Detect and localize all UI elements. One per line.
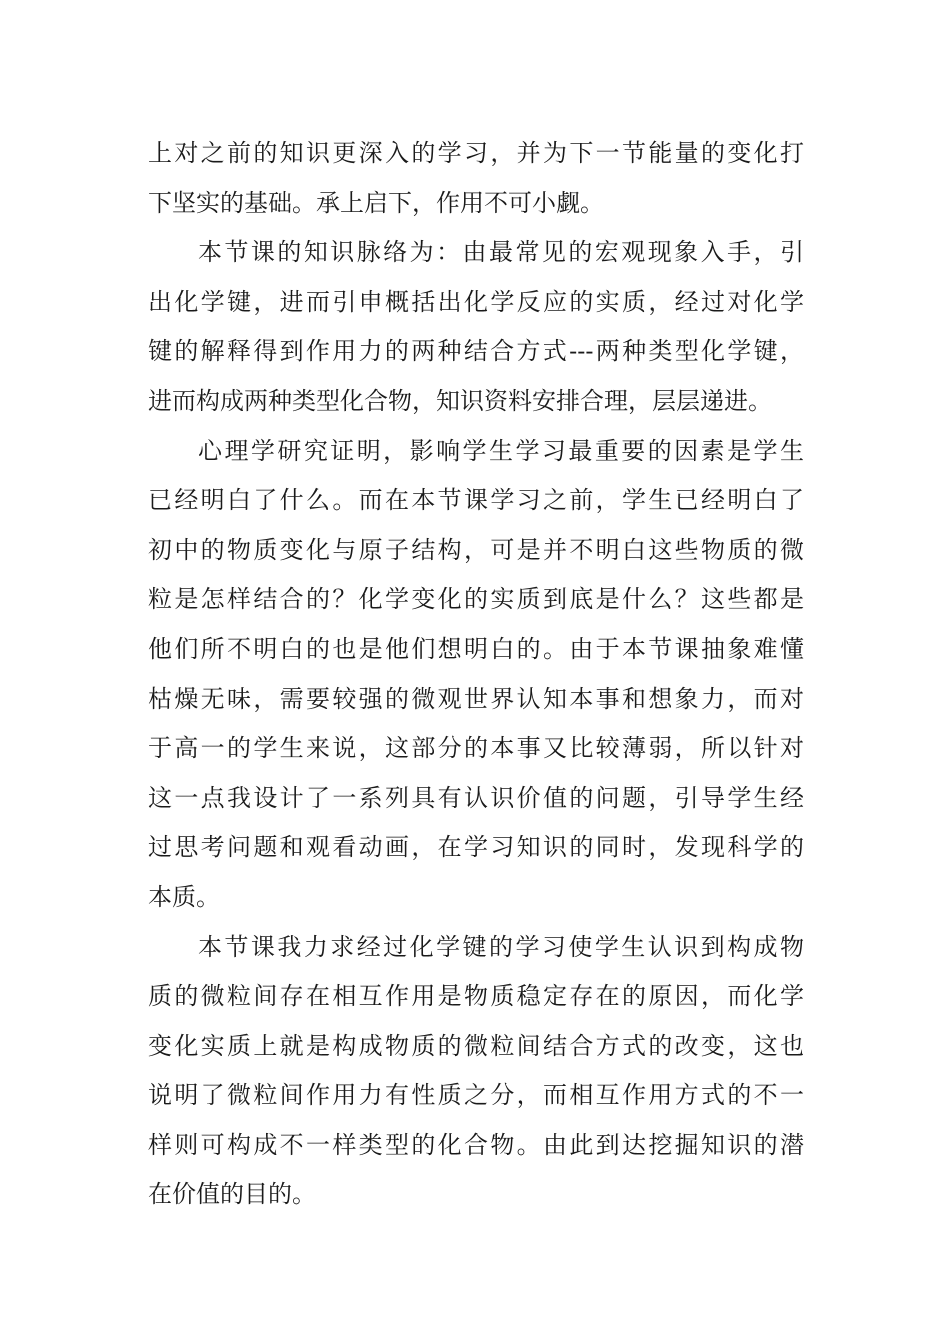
- text-line: 于高一的学生来说，这部分的本事又比较薄弱，所以针对: [148, 734, 804, 763]
- text-line: 他们所不明白的也是他们想明白的。由于本节课抽象难懂: [148, 634, 804, 663]
- text-line: 说明了微粒间作用力有性质之分，而相互作用方式的不一: [148, 1081, 804, 1110]
- text-line: 本质。: [148, 882, 220, 911]
- text-line: 进而构成两种类型化合物，知识资料安排合理，层层递进。: [148, 386, 772, 415]
- document-body-text: [148, 131, 804, 1222]
- text-line: 样则可构成不一样类型的化合物。由此到达挖掘知识的潜: [148, 1130, 804, 1159]
- text-line: 过思考问题和观看动画，在学习知识的同时，发现科学的: [148, 833, 804, 862]
- text-line: 心理学研究证明，影响学生学习最重要的因素是学生: [198, 436, 804, 465]
- text-line: 粒是怎样结合的？化学变化的实质到底是什么？这些都是: [148, 585, 804, 614]
- text-line: 下坚实的基础。承上启下，作用不可小觑。: [148, 188, 604, 217]
- text-line: 变化实质上就是构成物质的微粒间结合方式的改变，这也: [148, 1031, 804, 1060]
- text-line: 枯燥无味，需要较强的微观世界认知本事和想象力，而对: [148, 684, 804, 713]
- text-line: 这一点我设计了一系列具有认识价值的问题，引导学生经: [148, 783, 804, 812]
- text-line: 已经明白了什么。而在本节课学习之前，学生已经明白了: [148, 486, 804, 515]
- text-line: 上对之前的知识更深入的学习，并为下一节能量的变化打: [148, 139, 804, 167]
- text-line: 出化学键，进而引申概括出化学反应的实质，经过对化学: [148, 287, 804, 316]
- text-line: 键的解释得到作用力的两种结合方式---两种类型化学键，: [148, 337, 804, 366]
- text-line: 本节课的知识脉络为：由最常见的宏观现象入手，引: [198, 238, 804, 267]
- text-line: 本节课我力求经过化学键的学习使学生认识到构成物: [198, 932, 804, 961]
- text-line: 初中的物质变化与原子结构，可是并不明白这些物质的微: [148, 535, 804, 564]
- text-line: 在价值的目的。: [148, 1180, 316, 1209]
- text-line: 质的微粒间存在相互作用是物质稳定存在的原因，而化学: [148, 982, 804, 1011]
